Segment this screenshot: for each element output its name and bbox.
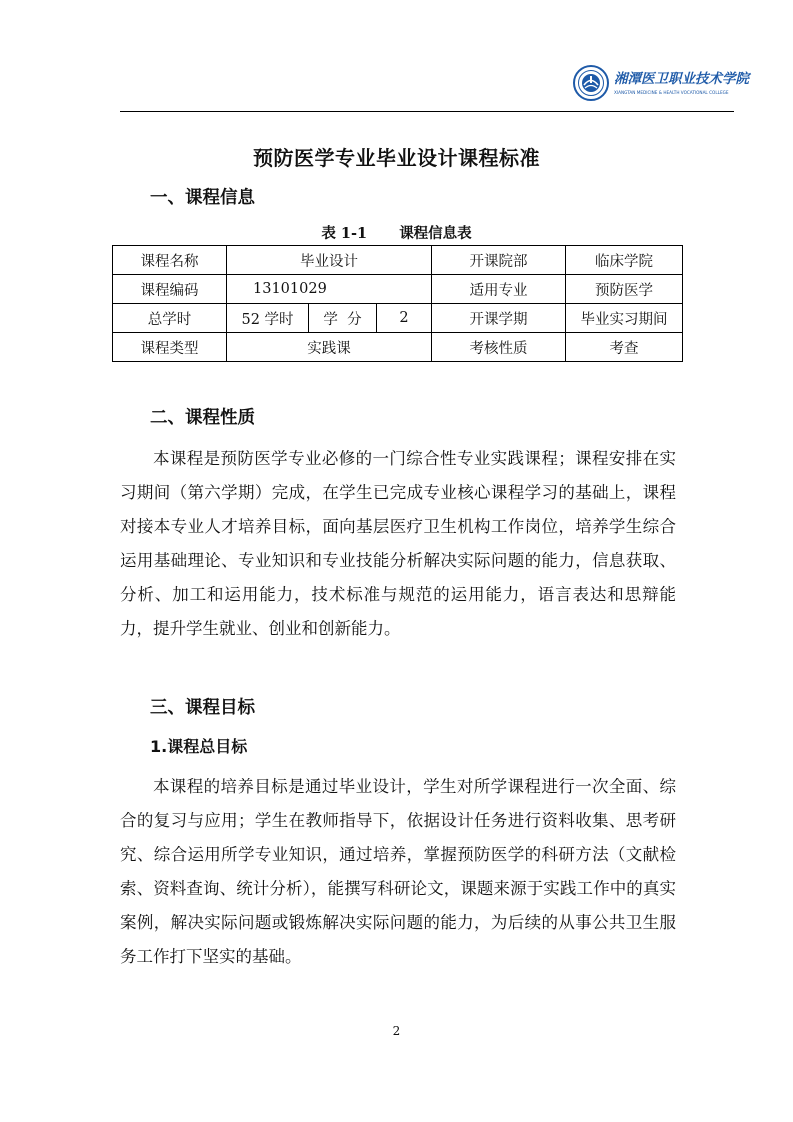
table-cell-value: 毕业设计 bbox=[227, 246, 432, 275]
logo-name: 湘潭医卫职业技术学院 bbox=[614, 71, 749, 87]
section-heading-course-nature: 二、课程性质 bbox=[150, 408, 255, 428]
table-cell-value: 13101029 bbox=[227, 275, 432, 304]
logo-name-en: XIANGTAN MEDICINE & HEALTH VOCATIONAL COLLEGE bbox=[614, 90, 729, 95]
section-heading-course-info: 一、课程信息 bbox=[150, 188, 255, 208]
table-cell-label: 总学时 bbox=[113, 304, 227, 333]
course-info-table bbox=[112, 245, 683, 362]
table-cell-value: 实践课 bbox=[227, 333, 432, 362]
table-cell-value: 52 学时 bbox=[227, 304, 309, 333]
section-heading-course-goals: 三、课程目标 bbox=[150, 698, 255, 718]
table-cell-label: 考核性质 bbox=[432, 333, 566, 362]
table-row bbox=[113, 333, 683, 362]
paragraph-course-nature: 本课程是预防医学专业必修的一门综合性专业实践课程；课程安排在实习期间（第六学期）完成，在学生已完成专业核心课程学习的基础上，课程对接本专业人才培养目标，面向基层医疗卫生机构工作岗位，培养学生综合运用基础理论、专业知识和专业技能分析解决实际问题的能力，信息获取、分析、加工和运用能力，技术标准与规范的运用能力，语言表达和思辩能力，提升学生就业、创业和创新能力。 bbox=[120, 449, 676, 638]
table-number: 表 1-1 bbox=[321, 225, 368, 242]
college-logo bbox=[572, 64, 749, 102]
table-cell-label: 学 分 bbox=[309, 304, 377, 333]
table-row bbox=[113, 246, 683, 275]
subheading-overall-goal: 1.课程总目标 bbox=[150, 737, 248, 756]
header-divider bbox=[120, 111, 734, 112]
table-caption-title: 课程信息表 bbox=[399, 225, 472, 242]
page-number: 2 bbox=[392, 1024, 401, 1038]
table-cell-label: 课程类型 bbox=[113, 333, 227, 362]
table-cell-value: 毕业实习期间 bbox=[566, 304, 683, 333]
table-cell-label: 适用专业 bbox=[432, 275, 566, 304]
table-cell-value: 临床学院 bbox=[566, 246, 683, 275]
document-title: 预防医学专业毕业设计课程标准 bbox=[253, 146, 540, 170]
table-cell-label: 课程编码 bbox=[113, 275, 227, 304]
table-cell-label: 开课院部 bbox=[432, 246, 566, 275]
table-cell-value: 预防医学 bbox=[566, 275, 683, 304]
table-cell-label: 开课学期 bbox=[432, 304, 566, 333]
table-cell-value: 2 bbox=[377, 304, 432, 333]
paragraph-overall-goal: 本课程的培养目标是通过毕业设计，学生对所学课程进行一次全面、综合的复习与应用；学生在教师指导下，依据设计任务进行资料收集、思考研究、综合运用所学专业知识，通过培养，掌握预防医学的科研方法（文献检索、资料查询、统计分析），能撰写科研论文，课题来源于实践工作中的真实案例，解决实际问题或锻炼解决实际问题的能力，为后续的从事公共卫生服务工作打下坚实的基础。 bbox=[120, 777, 676, 966]
table-row bbox=[113, 275, 683, 304]
table-caption bbox=[0, 222, 793, 243]
table-row bbox=[113, 304, 683, 333]
table-cell-label: 课程名称 bbox=[113, 246, 227, 275]
page-header bbox=[0, 0, 793, 112]
table-cell-value: 考查 bbox=[566, 333, 683, 362]
